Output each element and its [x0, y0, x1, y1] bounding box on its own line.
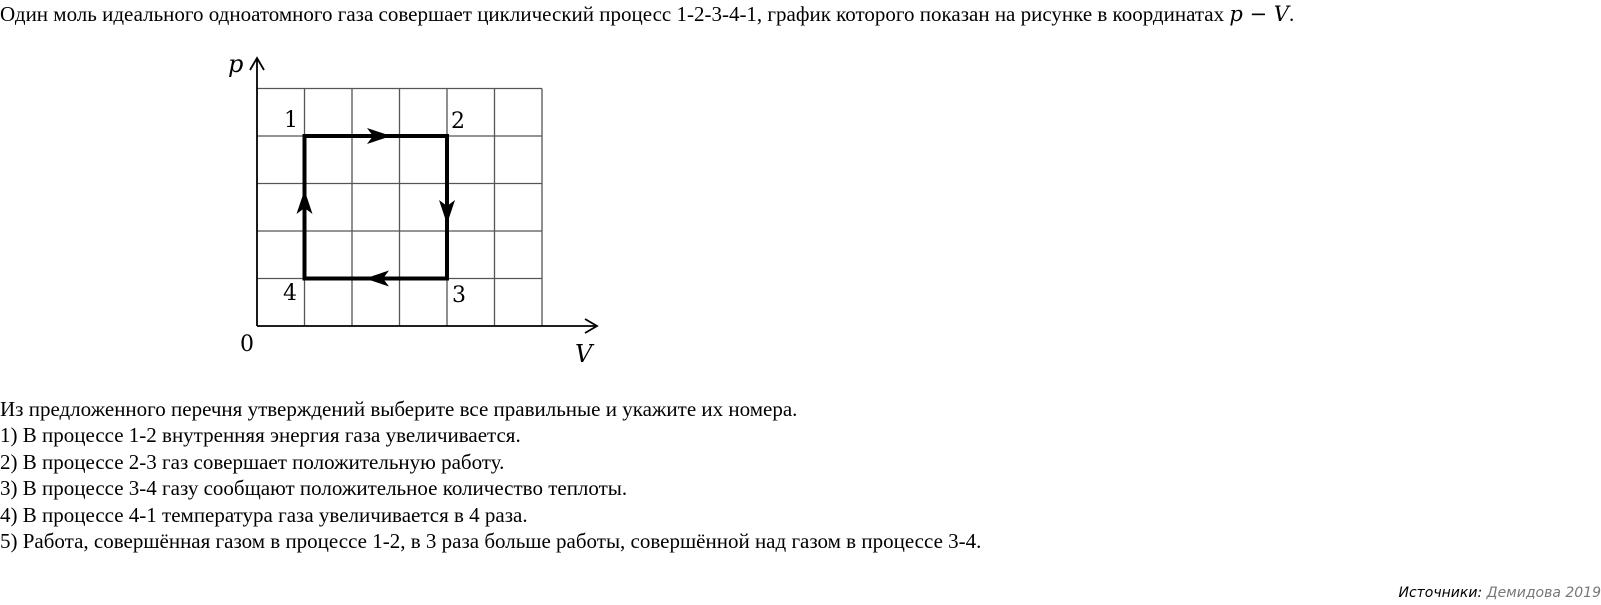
point-2-label: 2	[451, 109, 465, 134]
cycle-path	[297, 128, 456, 287]
source-label: Источники:	[1398, 585, 1483, 601]
statement-2: 2) В процессе 2-3 газ совершает положительную работу.	[0, 450, 505, 474]
statement-5: 5) Работа, совершённая газом в процессе 1-2, в 3 раза больше работы, совершённой над газом в процессе 3-4.	[0, 529, 982, 553]
point-4-label: 4	[283, 281, 297, 306]
statement-4: 4) В процессе 4-1 температура газа увеличивается в 4 раза.	[0, 503, 528, 527]
statement-1: 1) В процессе 1-2 внутренняя энергия газа увеличивается.	[0, 423, 521, 447]
pv-diagram	[225, 50, 615, 375]
axis-v-label: V	[575, 340, 593, 368]
intro-end: .	[1288, 2, 1295, 26]
axis-p-label: p	[228, 50, 244, 78]
origin-label: 0	[240, 332, 254, 357]
statement-3: 3) В процессе 3-4 газу сообщают положительное количество теплоты.	[0, 476, 628, 500]
source-value[interactable]: Демидова 2019	[1486, 585, 1601, 601]
point-1-label: 1	[284, 108, 298, 133]
axes	[250, 58, 597, 333]
problem-intro	[0, 2, 1294, 26]
coords-math: p − V	[1229, 2, 1289, 26]
source-attribution	[1398, 585, 1601, 601]
intro-text: Один моль идеального одноатомного газа совершает циклический процесс 1-2-3-4-1, график которого показан на рисунке в координатах	[0, 2, 1230, 26]
point-3-label: 3	[452, 283, 466, 308]
question-text: Из предложенного перечня утверждений выберите все правильные и укажите их номера.	[0, 397, 798, 421]
